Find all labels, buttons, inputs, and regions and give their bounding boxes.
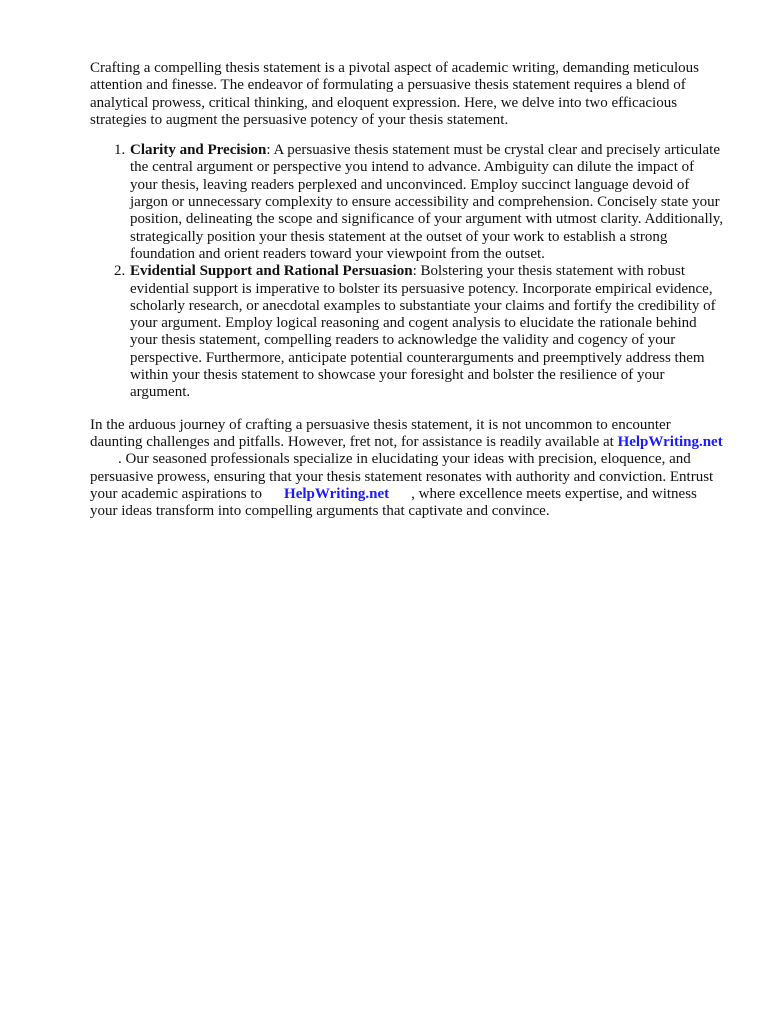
helpwriting-link[interactable]: HelpWriting.net: [284, 485, 390, 502]
strategy-item: [129, 142, 724, 263]
strategy-item: [129, 263, 724, 401]
helpwriting-link[interactable]: HelpWriting.net: [617, 433, 723, 450]
closing-text-2: . Our seasoned professionals specialize in elucidating your ideas with precision, eloquence, and persuasive prowess, ensuring that your thesis statement resonates with authority and conviction. Entrust your academic aspirations to: [90, 451, 714, 502]
strategy-text: : A persuasive thesis statement must be crystal clear and precisely articulate the central argument or perspective you intend to advance. Ambiguity can dilute the impact of your thesis, leaving readers perplexed and unconvinced. Employ succinct language devoid of jargon or unnecessary complexity to ensure accessibility and comprehension. Concisely state your position, delineating the scope and significance of your argument with utmost clarity. Additionally, strategically position your thesis statement at the outset of your work to establish a strong foundation and orient readers toward your viewpoint from the outset.: [130, 142, 724, 262]
strategy-term: Evidential Support and Rational Persuasion: [130, 263, 413, 280]
strategy-list: [90, 142, 724, 401]
strategy-term: Clarity and Precision: [130, 142, 267, 159]
strategy-text: : Bolstering your thesis statement with robust evidential support is imperative to bolster its persuasive potency. Incorporate empirical evidence, scholarly research, or anecdotal examples to substantiate your claims and fortify the credibility of your argument. Employ logical reasoning and cogent analysis to elucidate the rationale behind your thesis statement, compelling readers to acknowledge the validity and cogency of your perspective. Furthermore, anticipate potential counterarguments and preemptively address them within your thesis statement to showcase your foresight and bolster the resilience of your argument.: [130, 263, 716, 401]
intro-paragraph: Crafting a compelling thesis statement is a pivotal aspect of academic writing, demanding meticulous attention and finesse. The endeavor of formulating a persuasive thesis statement requires a blend of analytical prowess, critical thinking, and eloquent expression. Here, we delve into two efficacious strategies to augment the persuasive potency of your thesis statement.: [90, 60, 700, 128]
document-page: [90, 60, 724, 520]
closing-text-1: In the arduous journey of crafting a persuasive thesis statement, it is not uncommon to encounter daunting challenges and pitfalls. However, fret not, for assistance is readily available at: [90, 416, 671, 450]
closing-text-3: , where excellence meets expertise, and witness your ideas transform into compelling arguments that captivate and convince.: [90, 485, 697, 520]
closing-paragraph: [90, 417, 724, 521]
